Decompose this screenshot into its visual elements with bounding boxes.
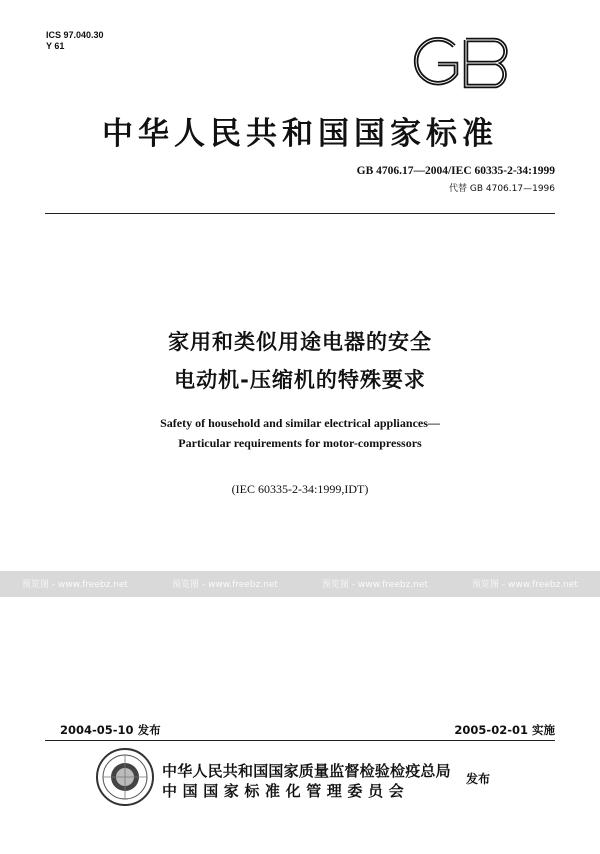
issue-date: 2004-05-10 发布 (60, 723, 161, 737)
ics-code: ICS 97.040.30 (46, 30, 104, 40)
gb-logo (402, 34, 520, 92)
watermark-item: 预览图 - www.freebz.net (172, 580, 278, 590)
watermark-item: 预览图 - www.freebz.net (472, 580, 578, 590)
implementation-date: 2005-02-01 实施 (454, 723, 555, 737)
watermark-item: 预览图 - www.freebz.net (322, 580, 428, 590)
issuer-sac: 中国国家标准化管理委员会 (162, 782, 410, 800)
title-en-line1: Safety of household and similar electrical appliances— (160, 416, 440, 430)
replaces-note: 代替 GB 4706.17—1996 (449, 184, 555, 194)
watermark-item: 预览图 - www.freebz.net (22, 580, 128, 590)
footer-divider (45, 740, 555, 741)
standard-number: GB 4706.17—2004/IEC 60335-2-34:1999 (356, 165, 555, 177)
classification-codes (46, 30, 104, 52)
title-cn-line1: 家用和类似用途电器的安全 (168, 330, 432, 354)
title-en-line2: Particular requirements for motor-compressors (178, 436, 422, 450)
publish-label: 发布 (466, 772, 491, 786)
header-divider (45, 213, 555, 214)
class-code: Y 61 (46, 41, 65, 51)
iec-reference: (IEC 60335-2-34:1999,IDT) (231, 482, 369, 496)
watermark-text (0, 577, 600, 590)
national-standard-title: 中华人民共和国国家标准 (102, 116, 498, 152)
title-cn-line2: 电动机-压缩机的特殊要求 (174, 368, 426, 392)
issuer-aqsiq: 中华人民共和国国家质量监督检验检疫总局 (162, 762, 451, 780)
official-seal-icon (94, 746, 156, 808)
